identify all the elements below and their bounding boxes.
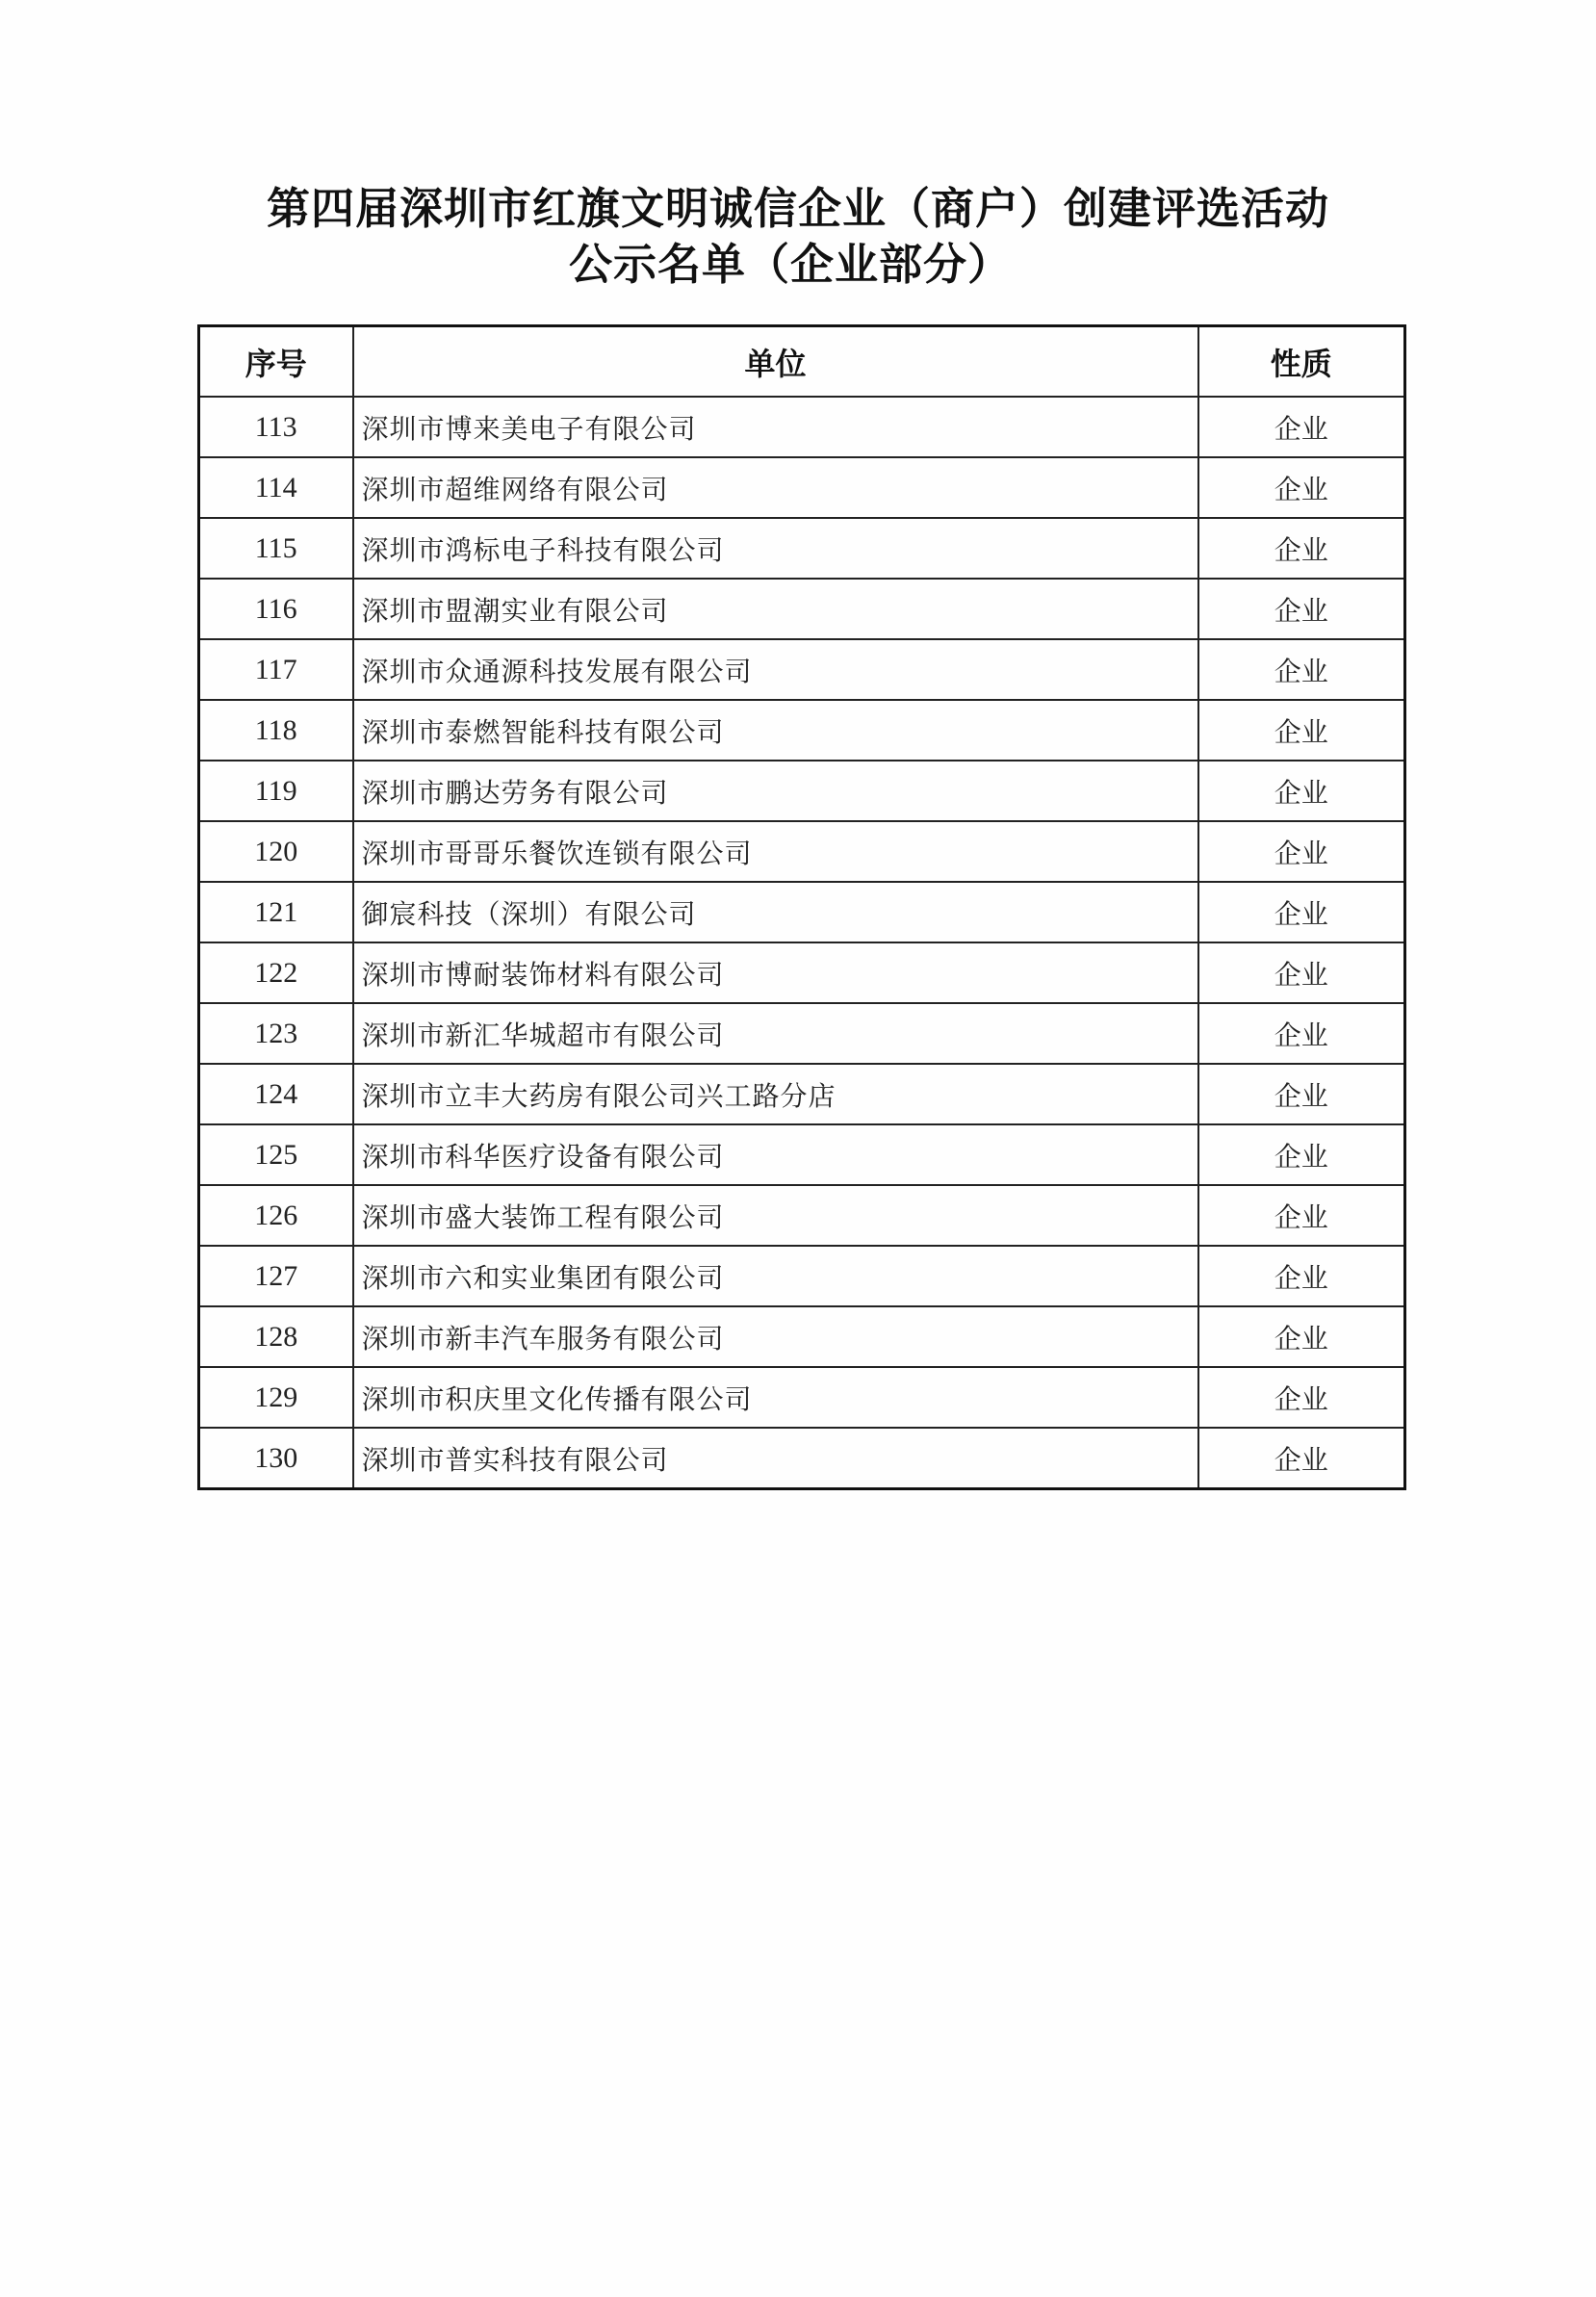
row-type-cell: 企业 xyxy=(1198,1185,1405,1246)
row-unit-cell: 深圳市鹏达劳务有限公司 xyxy=(353,761,1198,821)
row-seq-cell: 130 xyxy=(199,1428,353,1489)
row-type-cell: 企业 xyxy=(1198,1428,1405,1489)
row-unit-cell: 深圳市盛大装饰工程有限公司 xyxy=(353,1185,1198,1246)
table-row xyxy=(199,821,1405,882)
row-type-cell: 企业 xyxy=(1198,1367,1405,1428)
table-row xyxy=(199,1367,1405,1428)
row-seq-cell: 127 xyxy=(199,1246,353,1306)
row-seq-cell: 113 xyxy=(199,397,353,457)
row-unit-cell: 深圳市立丰大药房有限公司兴工路分店 xyxy=(353,1064,1198,1124)
row-type-cell: 企业 xyxy=(1198,882,1405,942)
row-unit-cell: 深圳市积庆里文化传播有限公司 xyxy=(353,1367,1198,1428)
row-unit-cell: 深圳市新丰汽车服务有限公司 xyxy=(353,1306,1198,1367)
table-row xyxy=(199,579,1405,639)
title-block xyxy=(0,181,1596,293)
table-row xyxy=(199,1064,1405,1124)
row-seq-cell: 125 xyxy=(199,1124,353,1185)
header-seq: 序号 xyxy=(199,326,353,398)
row-unit-cell: 深圳市泰燃智能科技有限公司 xyxy=(353,700,1198,761)
row-seq-cell: 126 xyxy=(199,1185,353,1246)
row-seq-cell: 121 xyxy=(199,882,353,942)
row-type-cell: 企业 xyxy=(1198,639,1405,700)
row-unit-cell: 深圳市科华医疗设备有限公司 xyxy=(353,1124,1198,1185)
row-type-cell: 企业 xyxy=(1198,457,1405,518)
document-title: 第四届深圳市红旗文明诚信企业（商户）创建评选活动 xyxy=(266,183,1329,234)
row-type-cell: 企业 xyxy=(1198,518,1405,579)
row-unit-cell: 深圳市超维网络有限公司 xyxy=(353,457,1198,518)
enterprise-list-table xyxy=(197,324,1406,1490)
table-row xyxy=(199,1246,1405,1306)
table-row xyxy=(199,518,1405,579)
row-type-cell: 企业 xyxy=(1198,397,1405,457)
row-seq-cell: 114 xyxy=(199,457,353,518)
table-row xyxy=(199,882,1405,942)
row-type-cell: 企业 xyxy=(1198,1306,1405,1367)
row-seq-cell: 117 xyxy=(199,639,353,700)
row-type-cell: 企业 xyxy=(1198,761,1405,821)
header-type: 性质 xyxy=(1198,326,1405,398)
row-type-cell: 企业 xyxy=(1198,1124,1405,1185)
table-row xyxy=(199,1003,1405,1064)
row-seq-cell: 128 xyxy=(199,1306,353,1367)
row-unit-cell: 深圳市鸿标电子科技有限公司 xyxy=(353,518,1198,579)
row-type-cell: 企业 xyxy=(1198,1064,1405,1124)
row-type-cell: 企业 xyxy=(1198,821,1405,882)
row-seq-cell: 116 xyxy=(199,579,353,639)
row-type-cell: 企业 xyxy=(1198,1003,1405,1064)
row-type-cell: 企业 xyxy=(1198,579,1405,639)
document-subtitle: 公示名单（企业部分） xyxy=(568,239,1012,290)
header-unit: 单位 xyxy=(353,326,1198,398)
row-type-cell: 企业 xyxy=(1198,700,1405,761)
row-seq-cell: 120 xyxy=(199,821,353,882)
table-row xyxy=(199,942,1405,1003)
table-row xyxy=(199,1124,1405,1185)
row-unit-cell: 深圳市博来美电子有限公司 xyxy=(353,397,1198,457)
table-row xyxy=(199,1428,1405,1489)
row-unit-cell: 深圳市普实科技有限公司 xyxy=(353,1428,1198,1489)
row-seq-cell: 118 xyxy=(199,700,353,761)
row-seq-cell: 129 xyxy=(199,1367,353,1428)
table-body xyxy=(199,397,1405,1489)
row-type-cell: 企业 xyxy=(1198,1246,1405,1306)
table-row xyxy=(199,1306,1405,1367)
row-unit-cell: 深圳市博耐装饰材料有限公司 xyxy=(353,942,1198,1003)
row-unit-cell: 御宸科技（深圳）有限公司 xyxy=(353,882,1198,942)
row-unit-cell: 深圳市新汇华城超市有限公司 xyxy=(353,1003,1198,1064)
table-row xyxy=(199,1185,1405,1246)
row-unit-cell: 深圳市六和实业集团有限公司 xyxy=(353,1246,1198,1306)
table-row xyxy=(199,457,1405,518)
table-row xyxy=(199,639,1405,700)
table-row xyxy=(199,700,1405,761)
table-row xyxy=(199,397,1405,457)
row-unit-cell: 深圳市众通源科技发展有限公司 xyxy=(353,639,1198,700)
table-header-row xyxy=(199,326,1405,398)
row-seq-cell: 123 xyxy=(199,1003,353,1064)
row-unit-cell: 深圳市盟潮实业有限公司 xyxy=(353,579,1198,639)
row-seq-cell: 124 xyxy=(199,1064,353,1124)
row-seq-cell: 119 xyxy=(199,761,353,821)
row-seq-cell: 115 xyxy=(199,518,353,579)
row-seq-cell: 122 xyxy=(199,942,353,1003)
row-unit-cell: 深圳市哥哥乐餐饮连锁有限公司 xyxy=(353,821,1198,882)
row-type-cell: 企业 xyxy=(1198,942,1405,1003)
table-row xyxy=(199,761,1405,821)
